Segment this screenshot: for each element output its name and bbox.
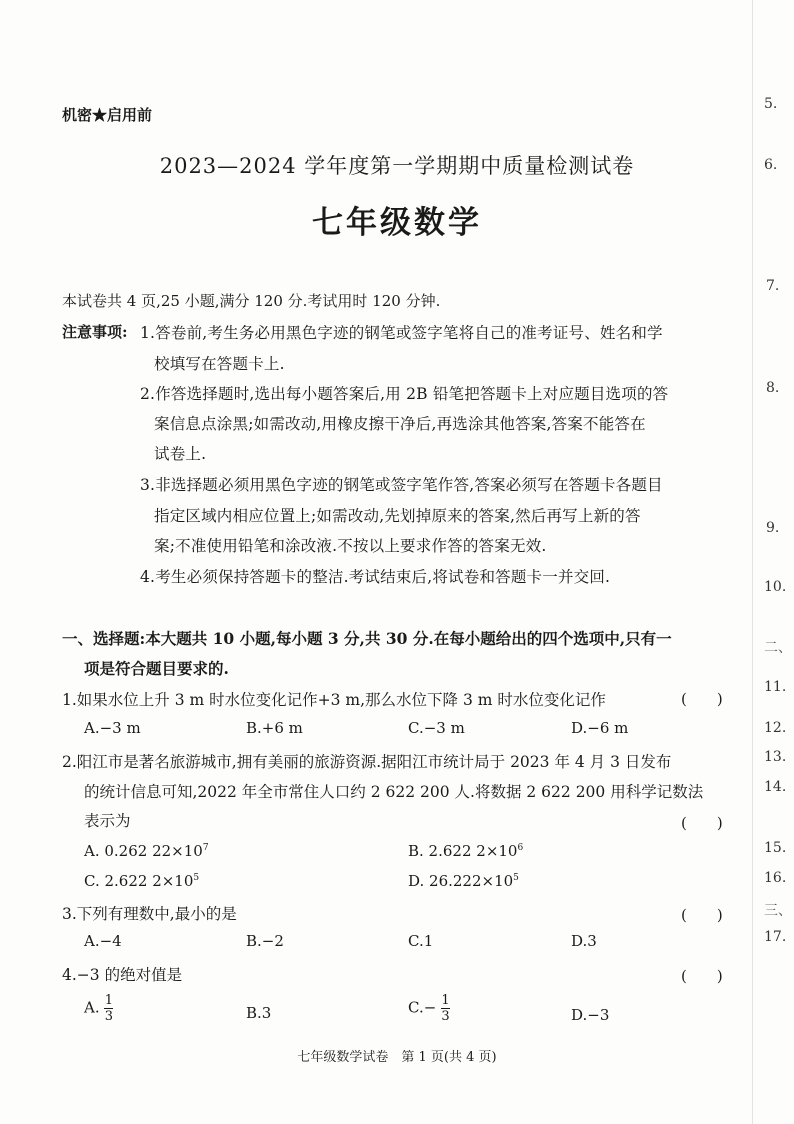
margin-question-number: 7. — [766, 278, 780, 294]
option-c: C.1 — [408, 932, 434, 950]
exam-intro: 本试卷共 4 页,25 小题,满分 120 分.考试用时 120 分钟. — [62, 292, 441, 310]
margin-question-number: 16. — [764, 870, 787, 886]
option-b: B. 2.622 $2\times 10^6$ — [408, 842, 524, 860]
answer-paren: ( ) — [681, 967, 723, 985]
option-a: A. $\frac{1}{3}$ — [84, 993, 114, 1024]
question-2-stem: 的统计信息可知,2022 年全市常住人口约 2 622 200 人.将数据 2 622 200 用科学记数法 — [84, 783, 704, 801]
note-line: 案信息点涂黑;如需改动,用橡皮擦干净后,再选涂其他答案,答案不能答在 — [154, 415, 646, 433]
margin-question-number: 13. — [764, 749, 787, 765]
notes-label: 注意事项: — [62, 323, 128, 341]
note-line: 1.答卷前,考生务必用黑色字迹的钢笔或签字笔将自己的准考证号、姓名和学 — [140, 324, 663, 342]
margin-question-number: 15. — [764, 840, 787, 856]
fraction: $\frac{1}{3}$ — [104, 993, 114, 1024]
answer-paren: ( ) — [681, 906, 723, 924]
note-line: 3.非选择题必须用黑色字迹的钢笔或签字笔作答,答案必须写在答题卡各题目 — [140, 476, 663, 494]
option-c: C.−3 m — [408, 719, 465, 737]
margin-question-number: 6. — [764, 157, 778, 173]
section-heading: 一、选择题:本大题共 10 小题,每小题 3 分,共 30 分.在每小题给出的四个选项中,只有一 — [62, 629, 672, 648]
fraction: $\frac{1}{3}$ — [441, 993, 450, 1024]
note-line: 4.考生必须保持答题卡的整洁.考试结束后,将试卷和答题卡一并交回. — [140, 568, 611, 586]
note-line: 指定区域内相应位置上;如需改动,先划掉原来的答案,然后再写上新的答 — [154, 507, 641, 525]
margin-section-fragment: 三、 — [764, 903, 792, 919]
margin-question-number: 14. — [764, 779, 787, 795]
margin-question-number: 17. — [764, 929, 787, 945]
page-edge-divider — [752, 0, 753, 1124]
subject-title: 七年级数学 — [312, 205, 482, 241]
answer-paren: ( ) — [681, 814, 723, 832]
note-line: 2.作答选择题时,选出每小题答案后,用 2B 铅笔把答题卡上对应题目选项的答 — [140, 385, 669, 403]
option-b: B.−2 — [246, 932, 284, 950]
option-d: D.3 — [571, 932, 597, 950]
page-footer: 七年级数学试卷 第 1 页(共 4 页) — [297, 1050, 497, 1065]
note-line: 案;不准使用铅笔和涂改液.不按以上要求作答的答案无效. — [154, 537, 547, 555]
option-c: C.− $\frac{1}{3}$ — [408, 993, 450, 1024]
question-2-stem: 表示为 — [84, 812, 131, 830]
exam-title: 2023—2024 学年度第一学期期中质量检测试卷 — [159, 154, 635, 178]
option-d: D.−6 m — [571, 719, 629, 737]
option-c: C. 2.622 $2\times 10^5$ — [84, 872, 200, 890]
section-heading-cont: 项是符合题目要求的. — [84, 659, 229, 678]
margin-question-number: 10. — [764, 579, 787, 595]
question-2-stem: 2.阳江市是著名旅游城市,拥有美丽的旅游资源.据阳江市统计局于 2023 年 4 月 3 日发布 — [62, 753, 672, 771]
margin-question-number: 11. — [764, 679, 787, 695]
option-d: D. $26.222\times 10^5$ — [408, 872, 519, 890]
note-line: 校填写在答题卡上. — [154, 355, 285, 373]
option-a: A.−4 — [84, 932, 122, 950]
margin-question-number: 12. — [764, 720, 787, 736]
question-4-stem: 4.−3 的绝对值是 — [62, 966, 183, 984]
option-a: A. 0.262 $22\times 10^7$ — [84, 842, 209, 860]
question-1-stem: 1.如果水位上升 3 m 时水位变化记作+3 m,那么水位下降 3 m 时水位变化记作 — [62, 691, 606, 709]
answer-paren: ( ) — [681, 690, 723, 708]
margin-question-number: 9. — [766, 520, 780, 536]
option-d: D.−3 — [571, 1006, 610, 1024]
note-line: 试卷上. — [154, 445, 207, 463]
question-3-stem: 3.下列有理数中,最小的是 — [62, 905, 237, 923]
option-b: B.3 — [246, 1004, 272, 1022]
margin-question-number: 5. — [764, 96, 778, 112]
margin-question-number: 8. — [766, 380, 780, 396]
margin-section-fragment: 二、 — [764, 640, 792, 656]
option-a: A.−3 m — [84, 719, 141, 737]
option-b: B.+6 m — [246, 719, 303, 737]
confidential-label: 机密★启用前 — [62, 106, 153, 124]
